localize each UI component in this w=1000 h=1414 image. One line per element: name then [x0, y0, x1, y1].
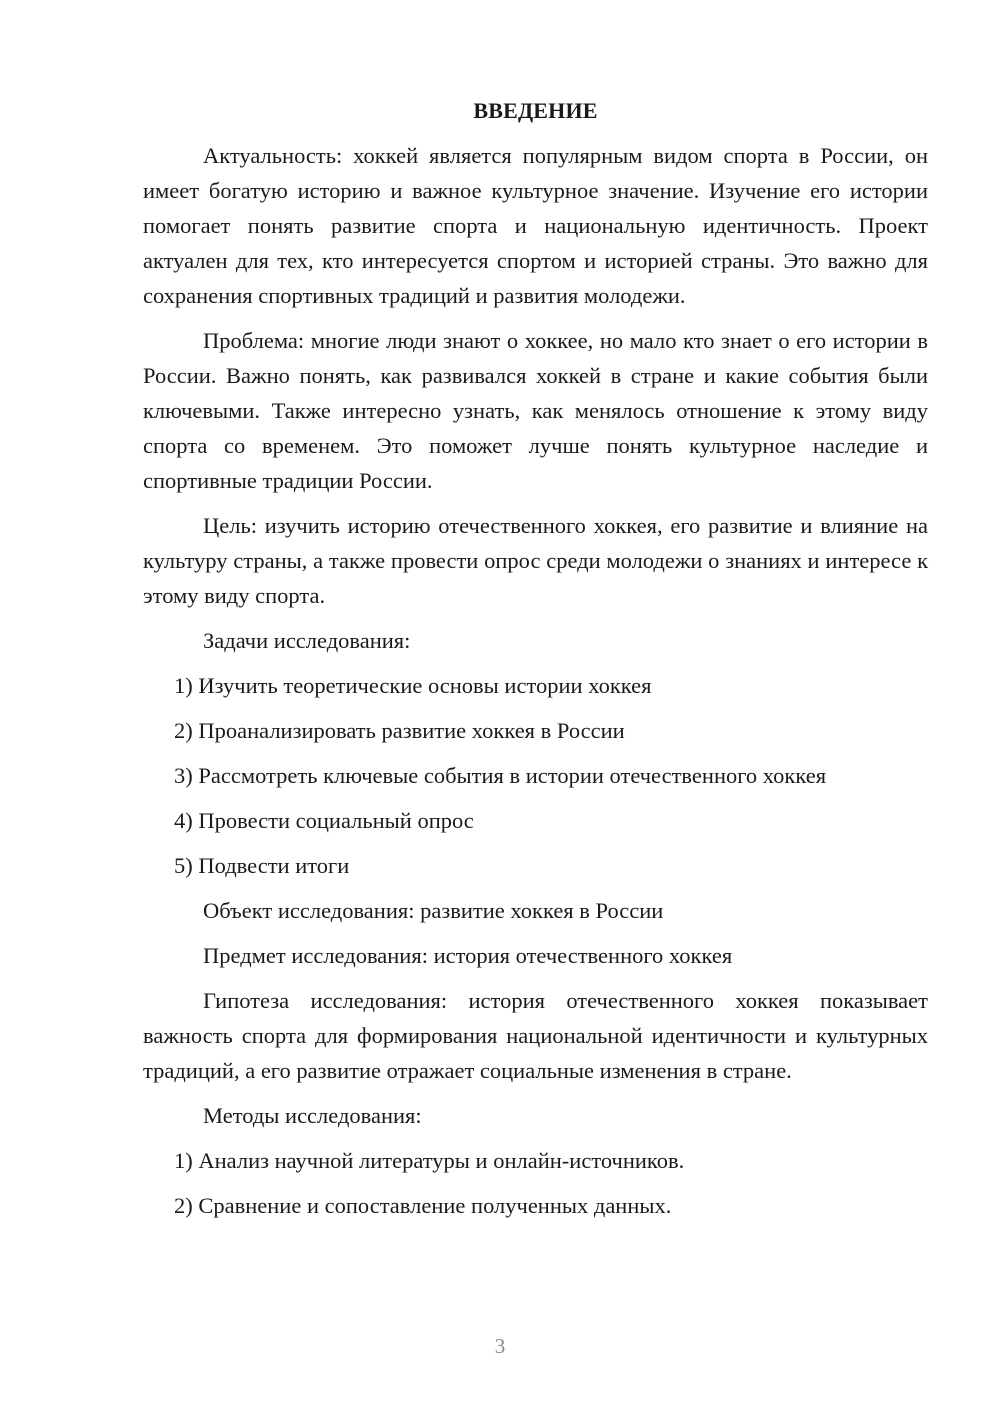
hypothesis-paragraph: Гипотеза исследования: история отечественного хоккея показывает важность спорта для формирования национальной идентичности и культурных традиций, а его развитие отражает социальные изменения в стране. [143, 988, 928, 1083]
page-content [143, 93, 928, 1233]
section-title: ВВЕДЕНИЕ [473, 98, 598, 123]
problem-paragraph: Проблема: многие люди знают о хоккее, но мало кто знает о его истории в России. Важно понять, как развивался хоккей в стране и какие события были ключевыми. Также интересно узнать, как менялось отношение к этому виду спорта со временем. Это поможет лучше понять культурное наследие и спортивные традиции России. [143, 328, 928, 493]
method-item: 1) Анализ научной литературы и онлайн-источников. [174, 1148, 685, 1173]
goal-paragraph: Цель: изучить историю отечественного хоккея, его развитие и влияние на культуру страны, а также провести опрос среди молодежи о знаниях и интересе к этому виду спорта. [143, 513, 928, 608]
tasks-heading: Задачи исследования: [203, 628, 411, 653]
relevance-paragraph: Актуальность: хоккей является популярным видом спорта в России, он имеет богатую историю и важное культурное значение. Изучение его истории помогает понять развитие спорта и национальную идентичность. Проект актуален для тех, кто интересуется спортом и историей страны. Это важно для сохранения спортивных традиций и развития молодежи. [143, 143, 928, 308]
research-object: Объект исследования: развитие хоккея в России [203, 898, 664, 923]
task-item: 1) Изучить теоретические основы истории хоккея [174, 673, 652, 698]
task-item: 2) Проанализировать развитие хоккея в России [174, 718, 625, 743]
methods-heading: Методы исследования: [203, 1103, 422, 1128]
task-item: 5) Подвести итоги [174, 853, 350, 878]
method-item: 2) Сравнение и сопоставление полученных данных. [174, 1193, 672, 1218]
research-subject: Предмет исследования: история отечественного хоккея [203, 943, 733, 968]
task-item: 3) Рассмотреть ключевые события в истории отечественного хоккея [174, 763, 827, 788]
task-item: 4) Провести социальный опрос [174, 808, 474, 833]
page-number: 3 [494, 1334, 506, 1358]
